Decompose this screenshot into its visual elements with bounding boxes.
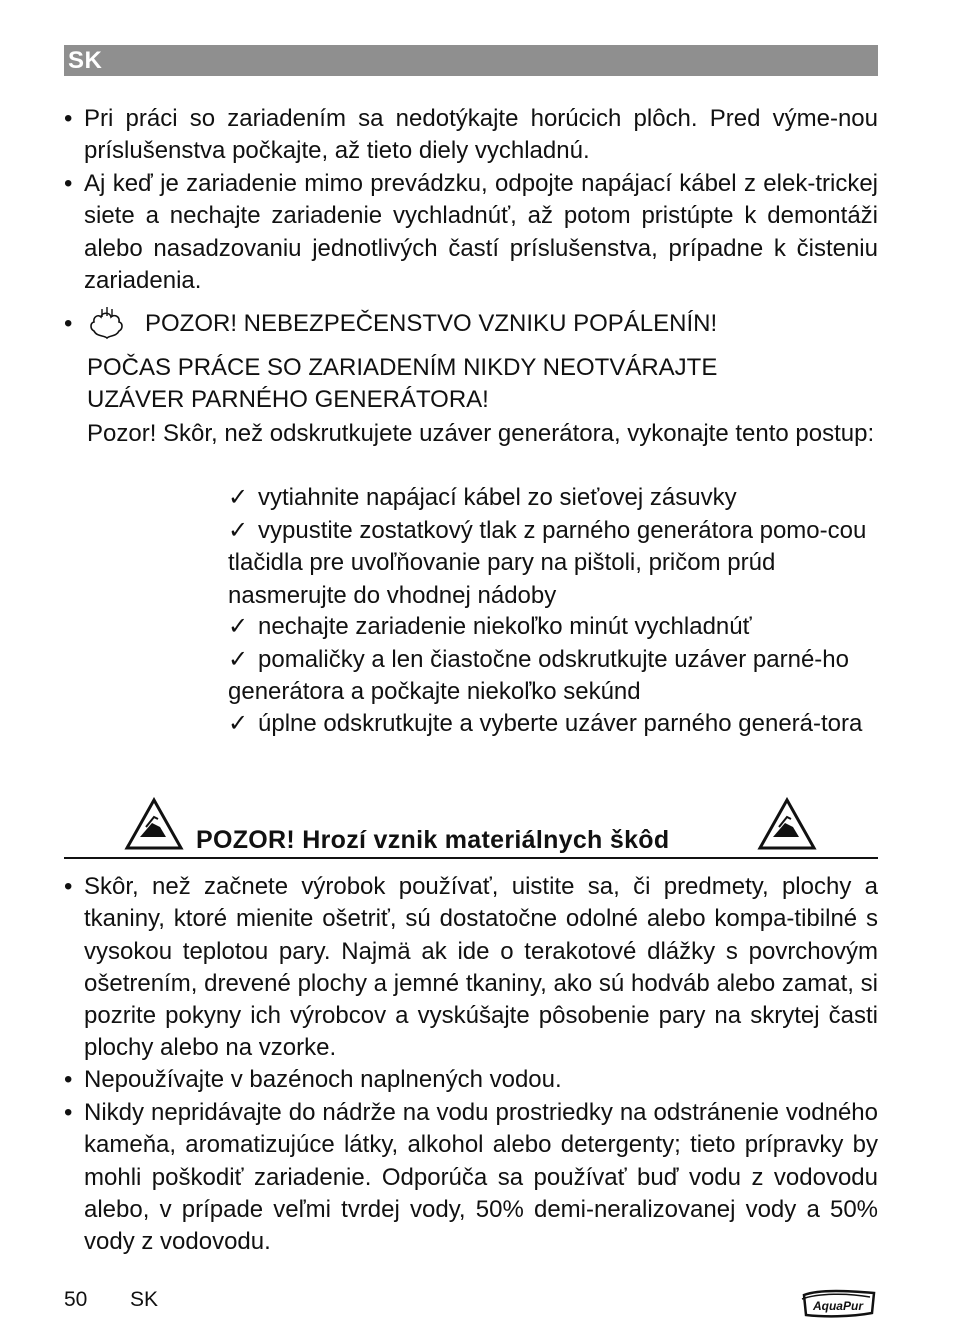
check-icon: ✓	[228, 517, 249, 544]
damage-warning-title: POZOR! Hrozí vznik materiálnych škôd	[196, 826, 670, 854]
bullet: •	[64, 170, 73, 197]
step-item: ✓ vytiahnite napájací kábel zo sieťovej zásuvky	[228, 482, 878, 514]
check-icon: ✓	[228, 710, 249, 737]
page-number: 50	[64, 1288, 88, 1311]
bullet: •	[64, 873, 73, 900]
svg-text:AquaPur: AquaPur	[812, 1299, 864, 1313]
step-item: ✓ úplne odskrutkujte a vyberte uzáver parného generá-tora	[228, 708, 878, 740]
check-icon: ✓	[228, 613, 249, 640]
burn-warning-title: POZOR! NEBEZPEČENSTVO VZNIKU POPÁLENÍN!	[145, 310, 718, 337]
language-label: SK	[68, 47, 103, 74]
bullet: •	[64, 105, 73, 132]
bullet: •	[64, 1066, 73, 1093]
procedure-intro: Pozor! Skôr, než odskrutkujete uzáver generátora, vykonajte tento postup:	[87, 420, 875, 447]
paragraph-unplug-cool: Aj keď je zariadenie mimo prevádzku, odpojte napájací kábel z elek-trickej siete a nechajte zariadenie vychladnúť, až potom pristúpte k demontáži alebo nasadzovaniu jednotlivých častí príslušenstva, prípadne k čisteniu zariadenia.	[84, 170, 878, 294]
step-item: ✓ vypustite zostatkový tlak z parného generátora pomo-cou tlačidla pre uvoľňovanie pary na pištoli, pričom prúd nasmerujte do vhodnej nádoby	[228, 517, 867, 609]
hand-crush-warning-icon	[124, 797, 184, 851]
hand-crush-warning-icon	[757, 797, 817, 851]
bullet: •	[64, 1099, 73, 1126]
check-icon: ✓	[228, 484, 249, 511]
bullet: •	[64, 310, 73, 337]
divider	[64, 857, 878, 859]
footer-language: SK	[130, 1288, 159, 1311]
caps-warning-line-1: POČAS PRÁCE SO ZARIADENÍM NIKDY NEOTVÁRAJTE	[87, 354, 718, 381]
caps-warning-line-2: UZÁVER PARNÉHO GENERÁTORA!	[87, 386, 489, 413]
brand-logo	[800, 1287, 878, 1321]
step-item: ✓ nechajte zariadenie niekoľko minút vychladnúť	[228, 611, 878, 643]
paragraph-no-additives: Nikdy nepridávajte do nádrže na vodu prostriedky na odstránenie vodného kameňa, aromatizujúce látky, alkohol alebo detergenty; tieto prípravky by mohli poškodiť zariadenie. Odporúča sa používať buď vodu z vodovodu alebo, v prípade veľmi tvrdej vody, 50% demi-neralizovanej vody a 50% vody z vodovodu.	[84, 1099, 878, 1256]
paragraph-pools: Nepoužívajte v bazénoch naplnených vodou.	[84, 1066, 562, 1093]
paragraph-material-check: Skôr, než začnete výrobok používať, uistite sa, či predmety, plochy a tkaniny, ktoré mienite ošetriť, sú dostatočne odolné alebo kompa-tibilné s vysokou teplotou pary. Najmä ak ide o terakotové dlážky s povrchovým ošetrením, drevené plochy a jemné tkaniny, ako sú hodváb alebo zamat, si pozrite pokyny ich výrobcov a vyskúšajte pôsobenie pary na skrytej časti plochy alebo na vzorke.	[84, 873, 878, 1062]
check-icon: ✓	[228, 646, 249, 673]
paragraph-hot-surfaces: Pri práci so zariadením sa nedotýkajte horúcich plôch. Pred výme-nou príslušenstva počkajte, až tieto diely vychladnú.	[84, 105, 878, 165]
steam-burn-icon	[88, 305, 126, 343]
language-header-bar	[64, 45, 878, 76]
step-item: ✓ pomaličky a len čiastočne odskrutkujte uzáver parné-ho generátora a počkajte niekoľko sekúnd	[228, 646, 849, 706]
